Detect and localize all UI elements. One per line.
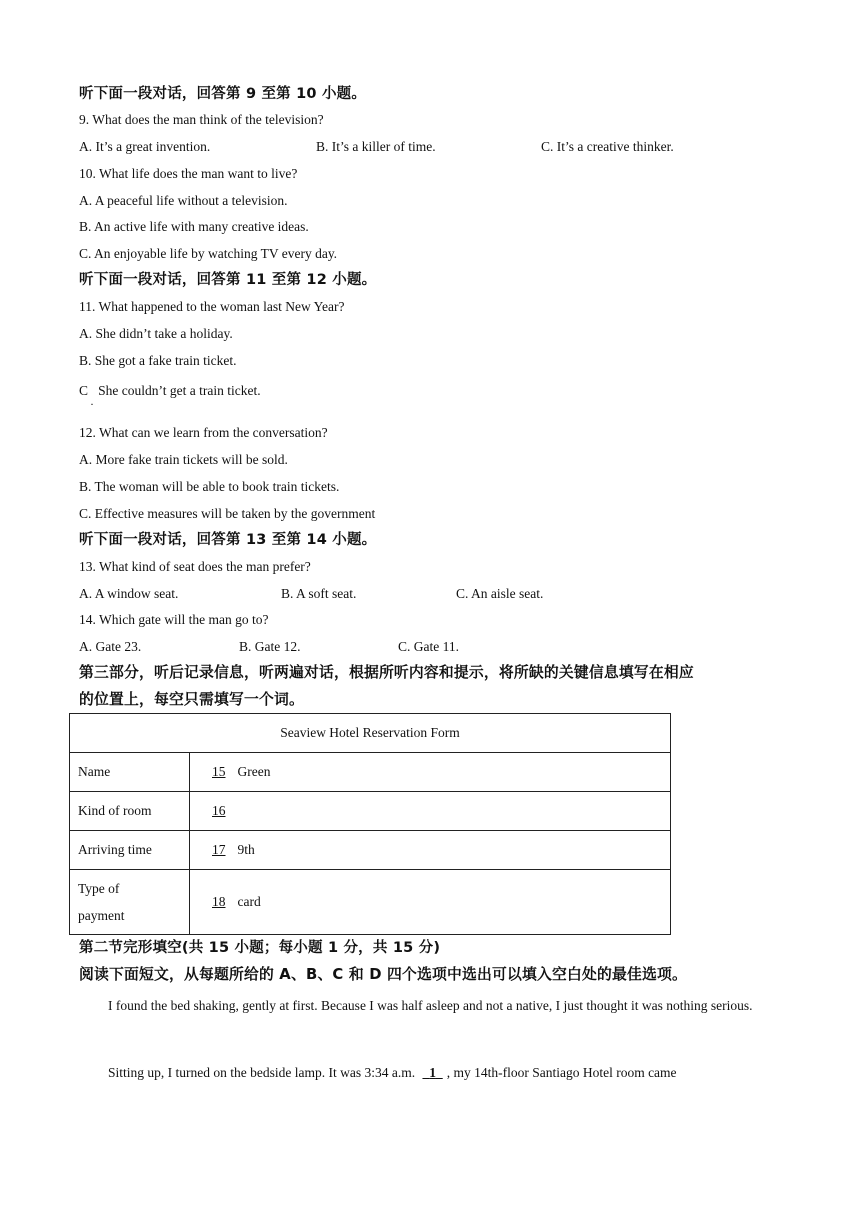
section2-title: 第二节完形填空(共 15 小题；每小题 1 分，共 15 分): [79, 940, 441, 956]
part3-instruction-line1: 第三部分，听后记录信息，听两遍对话，根据所听内容和提示，将所缺的关键信息填写在相应: [79, 664, 694, 681]
form-label: Kind of room: [70, 792, 190, 831]
option-14b: B. Gate 12.: [239, 639, 301, 654]
question-11: 11. What happened to the woman last New Year?: [79, 299, 345, 314]
option-10b: B. An active life with many creative ideas.: [79, 219, 309, 234]
form-label-line: payment: [78, 908, 125, 923]
section-heading-q9-10: 听下面一段对话，回答第 9 至第 10 小题。: [79, 86, 367, 102]
passage-text: I found the bed shaking, gently at first. Because I was half asleep and not a native, I just thought it was nothing serious.: [108, 998, 753, 1013]
form-value-text: Green: [237, 764, 271, 779]
section-heading-q13-14: 听下面一段对话，回答第 13 至第 14 小题。: [79, 532, 377, 548]
answer-blank-17[interactable]: 17: [212, 842, 226, 857]
form-row-kind-of-room: [70, 792, 671, 831]
form-row-payment: [70, 870, 671, 935]
passage-text: Sitting up, I turned on the bedside lamp. It was 3:34 a.m.: [108, 1065, 416, 1080]
passage-text: , my 14th-floor Santiago Hotel room came: [446, 1065, 677, 1080]
form-value: [190, 831, 671, 870]
option-14c: C. Gate 11.: [398, 639, 459, 654]
passage-paragraph-2: [79, 1056, 785, 1089]
form-label: [70, 870, 190, 935]
option-11a: A. She didn’t take a holiday.: [79, 326, 233, 341]
question-9: 9. What does the man think of the television?: [79, 112, 324, 127]
part3-instruction-line2: 的位置上，每空只需填写一个词。: [79, 691, 304, 708]
form-label: Name: [70, 753, 190, 792]
answer-blank-18[interactable]: 18: [212, 894, 226, 909]
option-12b: B. The woman will be able to book train tickets.: [79, 479, 340, 494]
form-value-text: card: [237, 894, 261, 909]
section2-instruction: 阅读下面短文，从每题所给的 A、B、C 和 D 四个选项中选出可以填入空白处的最佳选项。: [79, 966, 687, 983]
form-value: [190, 870, 671, 935]
option-13b: B. A soft seat.: [281, 586, 357, 601]
option-10a: A. A peaceful life without a television.: [79, 193, 288, 208]
question-12: 12. What can we learn from the conversation?: [79, 425, 328, 440]
option-12c: C. Effective measures will be taken by the government: [79, 506, 376, 521]
option-9a: A. It’s a great invention.: [79, 139, 211, 154]
question-14: 14. Which gate will the man go to?: [79, 612, 269, 627]
option-10c: C. An enjoyable life by watching TV every day.: [79, 246, 338, 261]
question-10: 10. What life does the man want to live?: [79, 166, 298, 181]
passage-blank-1[interactable]: [418, 1065, 446, 1080]
option-13a: A. A window seat.: [79, 586, 179, 601]
form-label: Arriving time: [70, 831, 190, 870]
option-9c: C. It’s a creative thinker.: [541, 139, 674, 154]
reservation-form-table: [69, 713, 671, 935]
form-value-text: 9th: [237, 842, 255, 857]
option-13c: C. An aisle seat.: [456, 586, 544, 601]
section-heading-q11-12: 听下面一段对话，回答第 11 至第 12 小题。: [79, 272, 377, 288]
form-row-arriving-time: [70, 831, 671, 870]
answer-blank-15[interactable]: 15: [212, 764, 226, 779]
option-11b: B. She got a fake train ticket.: [79, 353, 237, 368]
form-value: [190, 792, 671, 831]
option-9b: B. It’s a killer of time.: [316, 139, 436, 154]
question-13: 13. What kind of seat does the man prefer?: [79, 559, 311, 574]
passage-paragraph-1: [79, 989, 785, 1022]
stray-dot-mark: ·: [90, 397, 94, 411]
form-row-name: [70, 753, 671, 792]
answer-blank-16[interactable]: 16: [212, 803, 226, 818]
form-value: [190, 753, 671, 792]
option-12a: A. More fake train tickets will be sold.: [79, 452, 288, 467]
passage-blank-number: 1: [429, 1065, 436, 1080]
option-11c: C She couldn’t get a train ticket.: [79, 383, 261, 398]
form-title: Seaview Hotel Reservation Form: [70, 714, 671, 753]
form-label-line: Type of: [78, 881, 120, 896]
option-14a: A. Gate 23.: [79, 639, 142, 654]
